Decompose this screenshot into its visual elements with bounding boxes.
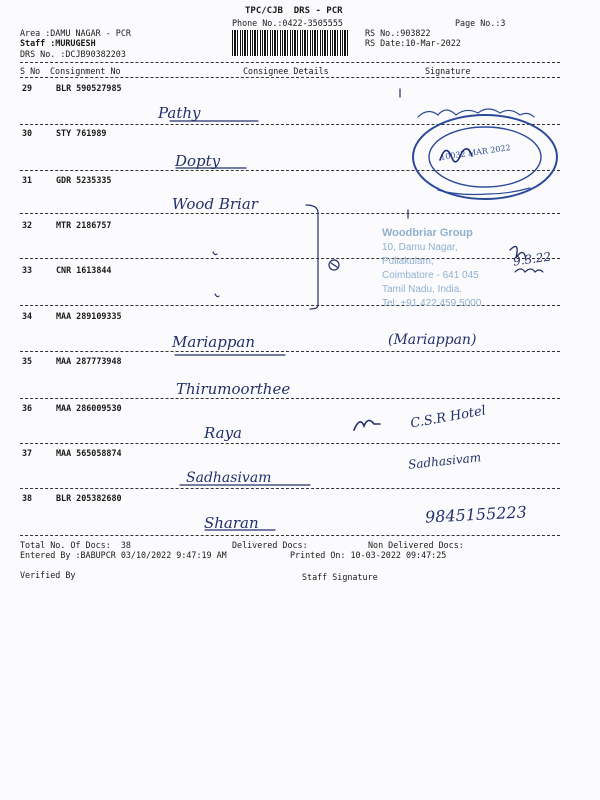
column-consignee: Consignee Details [243, 66, 329, 76]
handwritten-consignee: Mariappan [172, 333, 256, 351]
row-consignment: MAA 287773948 [56, 356, 122, 366]
row-sno: 36 [22, 403, 33, 413]
stamp-phone: Tel: +91 422 459 5000 [382, 298, 482, 309]
row-sno: 35 [22, 356, 33, 366]
round-seal-inner [429, 127, 541, 187]
rs-number: RS No.:903822 [365, 28, 431, 38]
total-docs: Total No. Of Docs: 38 [20, 540, 131, 550]
handwritten-signature: 9845155223 [424, 502, 528, 527]
stamp-address: Coimbatore - 641 045 [382, 270, 479, 281]
staff-label: Staff :MURUGESH [20, 38, 96, 48]
column-signature: Signature [425, 66, 471, 76]
sheet-title: TPC/CJB DRS - PCR [245, 6, 343, 16]
handwritten-date: 9.3.22 [512, 249, 552, 269]
signature-scribble [515, 269, 543, 272]
tick-mark [215, 294, 219, 297]
handwritten-consignee: Raya [204, 424, 242, 442]
handwritten-signature: C.S.R Hotel [409, 403, 488, 432]
handwritten-signature: (Mariappan) [388, 332, 477, 348]
handwritten-consignee: Sadhasivam [186, 470, 272, 486]
row-sno: 33 [22, 265, 33, 275]
staff-signature: Staff Signature [302, 572, 378, 582]
delivered-docs: Delivered Docs: [232, 540, 308, 550]
row-consignment: MAA 565058874 [56, 448, 122, 458]
printed-on: Printed On: 10-03-2022 09:47:25 [290, 550, 447, 560]
circle-mark-inner [331, 263, 337, 267]
signature-scribble [510, 246, 526, 260]
area-label: Area :DAMU NAGAR - PCR [20, 28, 131, 38]
bracket-line [306, 205, 318, 309]
stamp-company: Woodbriar Group [382, 227, 473, 239]
row-consignment: GDR 5235335 [56, 175, 112, 185]
handwritten-consignee: Dopty [175, 152, 221, 170]
handwritten-signature: Sadhasivam [407, 450, 482, 472]
phone-number: Phone No.:0422-3505555 [232, 18, 343, 28]
drs-number: DRS No. :DCJB90382203 [20, 49, 126, 59]
seal-bottom-scribble [438, 188, 530, 195]
verified-by: Verified By [20, 570, 76, 580]
row-consignment: BLR 205382680 [56, 493, 122, 503]
row-consignment: MAA 286009530 [56, 403, 122, 413]
stamp-address: Tamil Nadu, India. [382, 284, 463, 295]
rs-date: RS Date:10-Mar-2022 [365, 38, 461, 48]
column-consignment: Consignment No [50, 66, 121, 76]
seal-signature [440, 149, 472, 162]
page-number: Page No.:3 [455, 18, 506, 28]
stamp-address: Puliakulam, [382, 256, 434, 267]
signature-scribble [354, 420, 380, 430]
row-sno: 34 [22, 311, 33, 321]
row-sno: 31 [22, 175, 33, 185]
row-consignment: MAA 289109335 [56, 311, 122, 321]
row-consignment: CNR 1613844 [56, 265, 112, 275]
tick-mark [213, 252, 217, 255]
row-sno: 37 [22, 448, 33, 458]
seal-date: 10032 MAR 2022 [439, 143, 512, 162]
row-sno: 38 [22, 493, 33, 503]
row-consignment: STY 761989 [56, 128, 107, 138]
handwritten-consignee: Wood Briar [172, 195, 258, 213]
handwritten-consignee: Sharan [204, 514, 259, 532]
row-sno: 29 [22, 83, 33, 93]
row-consignment: BLR 590527985 [56, 83, 122, 93]
column-sno: S No [20, 66, 41, 76]
row-sno: 32 [22, 220, 33, 230]
entered-by: Entered By :BABUPCR 03/10/2022 9:47:19 AM [20, 550, 227, 560]
row-consignment: MTR 2186757 [56, 220, 112, 230]
handwritten-consignee: Thirumoorthee [176, 380, 291, 398]
non-delivered-docs: Non Delivered Docs: [368, 540, 464, 550]
row-sno: 30 [22, 128, 33, 138]
handwritten-consignee: Pathy [158, 104, 201, 122]
stamp-address: 10, Damu Nagar, [382, 242, 458, 253]
